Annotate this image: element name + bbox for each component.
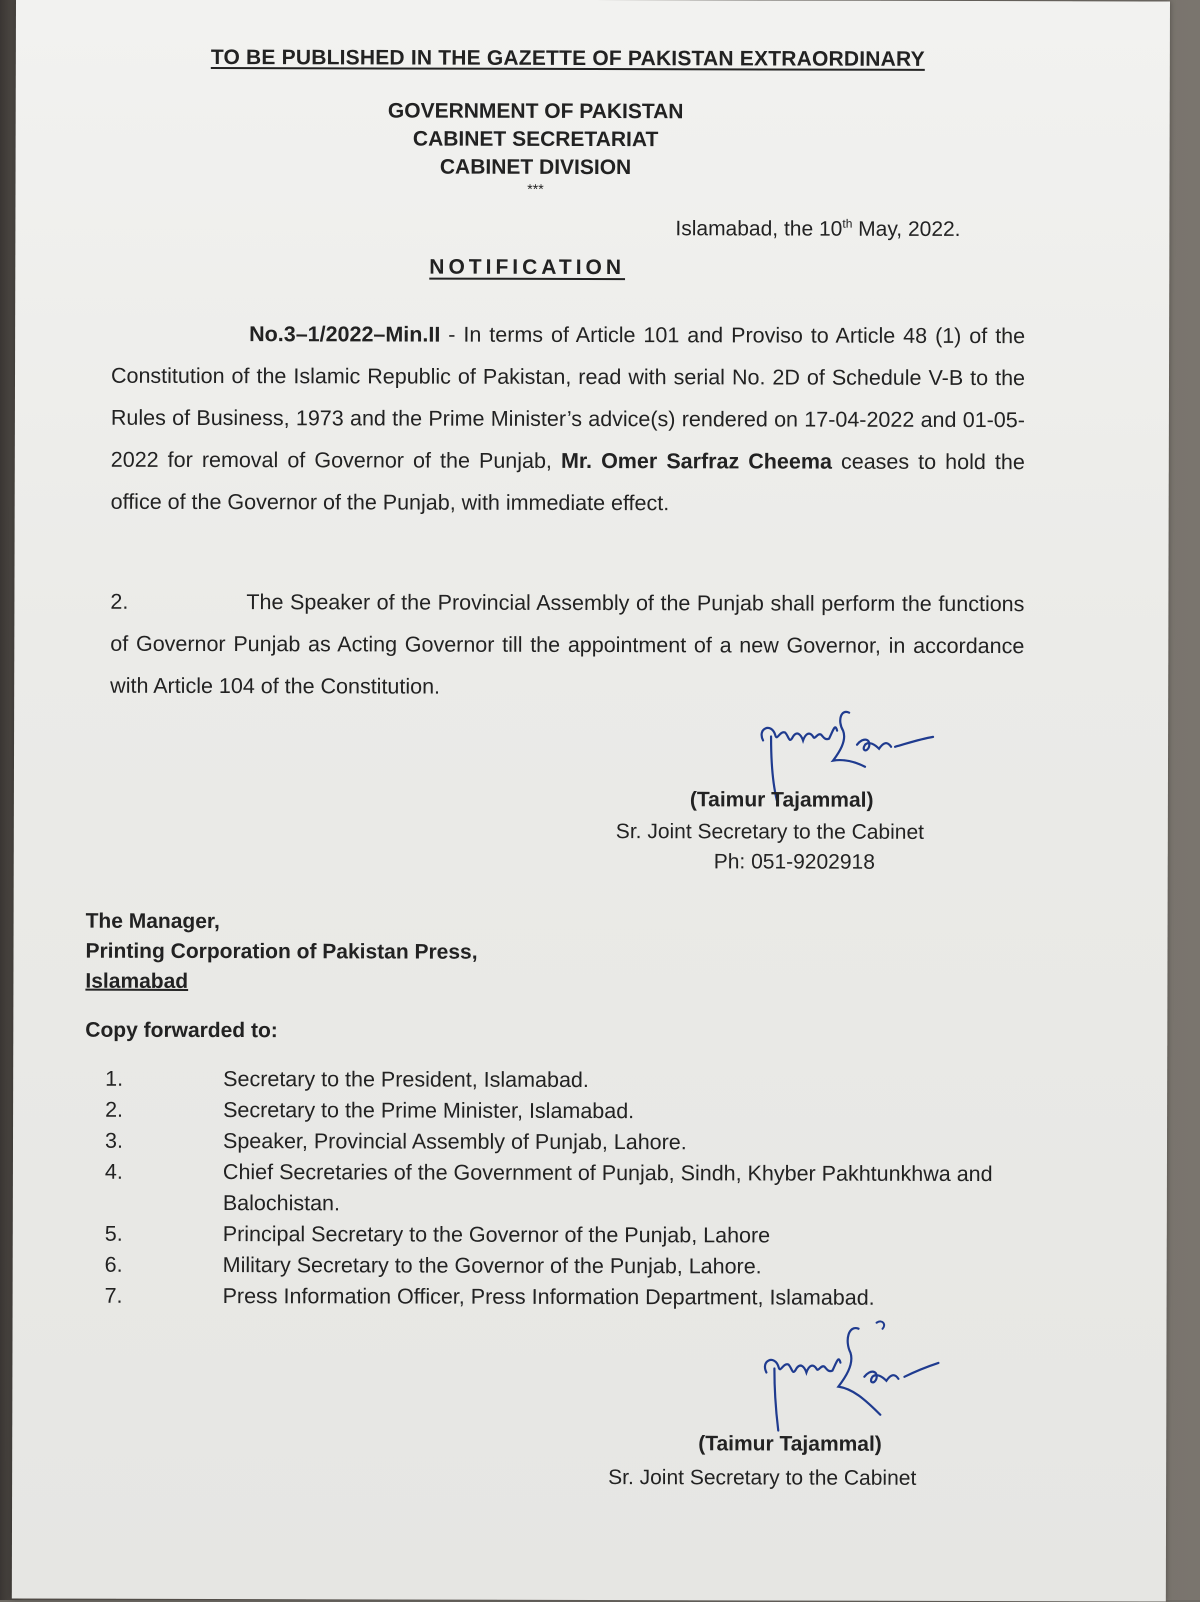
org-line-division: CABINET DIVISION	[439, 155, 632, 180]
addressee-line-3: Islamabad	[85, 969, 189, 993]
gazette-heading: TO BE PUBLISHED IN THE GAZETTE OF PAKISTAN EXTRAORDINARY	[210, 45, 925, 71]
list-item-text: Speaker, Provincial Assembly of Punjab, Lahore.	[222, 1129, 687, 1155]
signatory-title-1: Sr. Joint Secretary to the Cabinet	[615, 820, 925, 844]
paragraph-2-text: The Speaker of the Provincial Assembly of the Punjab shall perform the functions of Governor Punjab as Acting Governor till the appointment of a new Governor, in accordance with Article 104 of the Constitution.	[110, 590, 1025, 699]
handwritten-signature-2	[752, 1318, 952, 1439]
date-ordinal: th	[842, 216, 853, 231]
list-item-text: Principal Secretary to the Governor of the Punjab, Lahore	[222, 1222, 771, 1248]
signatory-title-2: Sr. Joint Secretary to the Cabinet	[608, 1466, 917, 1490]
issuing-authority	[315, 97, 755, 196]
list-item	[105, 1095, 1005, 1128]
date-prefix: Islamabad, the 10	[675, 217, 843, 241]
list-item-number: 4.	[104, 1159, 123, 1184]
paragraph-2-number: 2.	[110, 589, 129, 614]
list-item	[105, 1064, 1005, 1097]
addressee-line-1: The Manager,	[85, 909, 220, 934]
signatory-name-2: (Taimur Tajammal)	[698, 1432, 882, 1456]
list-item	[105, 1126, 1005, 1159]
paragraph-1-text-a: - In terms of Article 101 and Proviso to Article 48 (1) of the Constitution of the Islamic Republic of Pakistan, read with serial No. 2D of Schedule V-B to the Rules of Business, 1973 and the Prime Minister’s advice(s) rendered on 17-04-2022 and 01-05-2022 for removal of Governor of the Punjab,	[110, 322, 1026, 473]
separator-stars: ***	[527, 180, 544, 197]
list-item-text: Press Information Officer, Press Information Department, Islamabad.	[222, 1284, 875, 1310]
paragraph-1	[111, 313, 1026, 525]
list-item-text: Military Secretary to the Governor of the Punjab, Lahore.	[222, 1253, 762, 1279]
list-item	[105, 1157, 1005, 1221]
list-item-text: Secretary to the Prime Minister, Islamabad.	[223, 1098, 635, 1124]
copy-forwarded-heading: Copy forwarded to:	[85, 1018, 278, 1043]
signatory-phone: Ph: 051-9202918	[713, 850, 875, 874]
notification-reference: No.3–1/2022–Min.II	[249, 322, 441, 347]
list-item-number: 6.	[104, 1252, 123, 1277]
notification-title: NOTIFICATION	[429, 255, 626, 280]
date-line	[675, 216, 960, 242]
copy-list	[105, 1064, 1006, 1314]
governor-name: Mr. Omer Sarfraz Cheema	[560, 448, 832, 474]
signatory-name-1: (Taimur Tajammal)	[689, 788, 874, 812]
list-item-number: 1.	[105, 1066, 124, 1091]
list-item-number: 7.	[104, 1283, 123, 1308]
list-item-number: 2.	[105, 1097, 124, 1122]
paragraph-1-text-b: ceases to hold the office of the Governor of the Punjab, with immediate effect.	[110, 449, 1025, 516]
list-item-number: 5.	[104, 1221, 123, 1246]
org-line-government: GOVERNMENT OF PAKISTAN	[387, 99, 684, 124]
list-item	[105, 1250, 1005, 1283]
addressee-line-2: Printing Corporation of Pakistan Press,	[85, 939, 478, 964]
list-item	[105, 1281, 1005, 1314]
list-item-text: Secretary to the President, Islamabad.	[223, 1067, 589, 1092]
list-item	[105, 1219, 1005, 1252]
list-item-text: Chief Secretaries of the Government of Punjab, Sindh, Khyber Pakhtunkhwa and Balochistan.	[222, 1160, 993, 1216]
paragraph-2	[110, 581, 1024, 709]
date-suffix: May, 2022.	[852, 217, 961, 241]
org-line-secretariat: CABINET SECRETARIAT	[412, 127, 659, 152]
addressee-block	[85, 907, 477, 998]
list-item-number: 3.	[104, 1128, 123, 1153]
document-page	[12, 0, 1170, 1602]
